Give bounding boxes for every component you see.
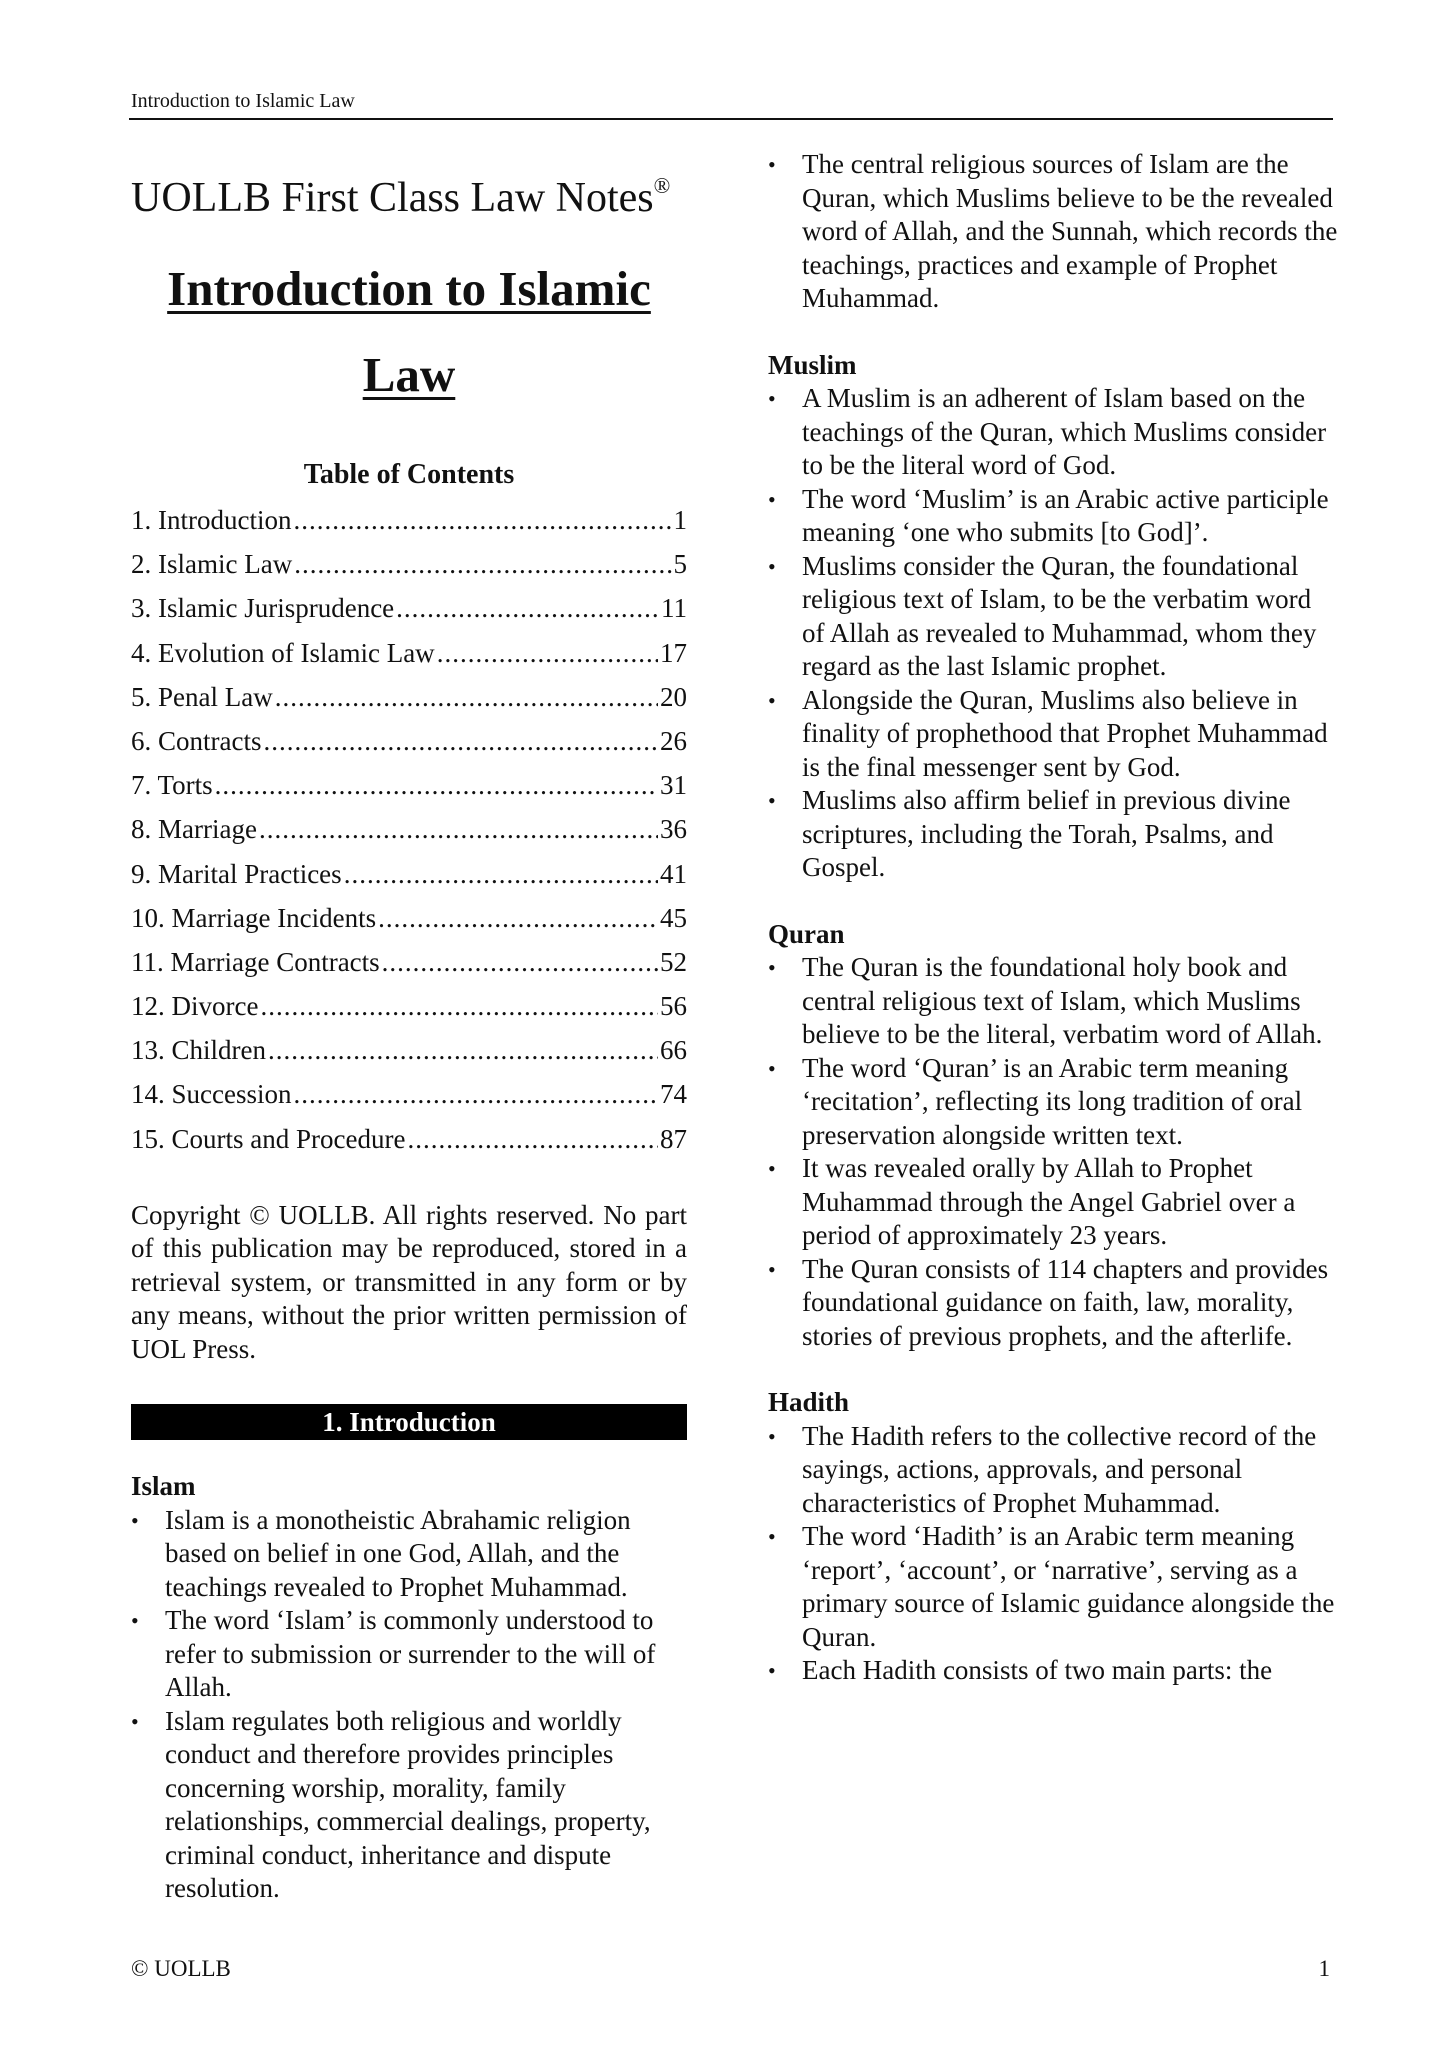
section-heading-bar: 1. Introduction	[131, 1404, 687, 1440]
bullet-list	[768, 1420, 1338, 1688]
bullet-list	[768, 148, 1338, 316]
toc-entry-page: 36	[660, 814, 687, 845]
table-of-contents	[131, 498, 687, 1161]
toc-leader-dots	[259, 807, 658, 851]
bullet-text: Each Hadith consists of two main parts: the	[802, 1655, 1273, 1685]
list-item	[768, 784, 1338, 885]
toc-entry-label: 1. Introduction	[131, 505, 292, 535]
bullet-list	[131, 1504, 691, 1906]
copyright-notice: Copyright © UOLLB. All rights reserved. No part of this publication may be reproduced, stored in a retrieval system, or transmitted in any form or by any means, without the prior written permission of UOL Press.	[131, 1199, 687, 1364]
toc-leader-dots	[263, 719, 658, 763]
list-item	[131, 1504, 691, 1605]
toc-entry-label: 9. Marital Practices	[131, 858, 342, 889]
toc-entry-label: 4. Evolution of Islamic Law	[131, 637, 435, 668]
toc-entry	[131, 763, 687, 807]
bullet-icon: •	[131, 1507, 139, 1533]
list-item	[768, 684, 1338, 785]
toc-leader-dots	[268, 1028, 658, 1072]
brand-title	[131, 168, 691, 228]
bullet-icon: •	[768, 1524, 776, 1549]
toc-leader-dots	[437, 631, 658, 675]
bullet-text: The Quran consists of 114 chapters and provides foundational guidance on faith, law, morality, stories of previous prophets, and the afterlife.	[802, 1253, 1329, 1351]
bullet-icon: •	[768, 955, 776, 980]
list-item	[768, 382, 1338, 483]
bullet-icon: •	[768, 1423, 776, 1449]
bullet-text: Alongside the Quran, Muslims also believe in finality of prophethood that Prophet Muhammad is the final messenger sent by God.	[802, 684, 1328, 782]
bullet-text: The word ‘Quran’ is an Arabic term meaning ‘recitation’, reflecting its long tradition of oral preservation alongside written text.	[802, 1052, 1303, 1150]
toc-entry-label: 3. Islamic Jurisprudence	[131, 593, 395, 624]
toc-entry	[131, 1117, 687, 1161]
header-rule	[129, 118, 1333, 120]
footer-copyright: © UOLLB	[131, 1956, 231, 1981]
toc-leader-dots	[275, 675, 658, 719]
toc-entry-page: 52	[660, 946, 687, 977]
toc-entry-page: 87	[660, 1123, 687, 1154]
topic-heading: Quran	[768, 918, 845, 949]
topic-heading: Muslim	[768, 349, 857, 380]
left-topics	[131, 1470, 691, 1906]
toc-entry-label: 7. Torts	[131, 770, 213, 801]
toc-leader-dots	[293, 498, 671, 542]
toc-entry	[131, 984, 687, 1028]
list-item	[768, 1520, 1338, 1654]
toc-leader-dots	[378, 896, 658, 940]
toc-entry-label: 6. Contracts	[131, 725, 262, 756]
bullet-icon: •	[768, 687, 776, 713]
toc-entry	[131, 675, 687, 719]
page-number: 1	[1318, 1956, 1330, 1981]
toc-leader-dots	[260, 984, 658, 1028]
toc-entry	[131, 498, 687, 542]
topic-heading: Hadith	[768, 1387, 850, 1417]
toc-entry-page: 5	[673, 549, 687, 580]
toc-entry-page: 20	[660, 681, 687, 712]
toc-entry	[131, 807, 687, 851]
bullet-text: Islam regulates both religious and worldly conduct and therefore provides principles concerning worship, morality, family relationships, commercial dealings, property, criminal conduct, inheritance and dispute resolution.	[165, 1705, 651, 1904]
bullet-icon: •	[768, 788, 776, 813]
toc-entry	[131, 1028, 687, 1072]
toc-entry	[131, 542, 687, 586]
toc-leader-dots	[215, 763, 658, 807]
bullet-icon: •	[768, 553, 776, 579]
topic-heading: Islam	[131, 1471, 196, 1502]
toc-leader-dots	[294, 542, 671, 586]
toc-entry-page: 41	[660, 858, 687, 889]
bullet-icon: •	[768, 1256, 776, 1282]
running-header: Introduction to Islamic Law	[131, 90, 355, 112]
left-column	[131, 150, 691, 1906]
list-item	[768, 1654, 1338, 1688]
bullet-text: A Muslim is an adherent of Islam based on the teachings of the Quran, which Muslims consider to be the literal word of God.	[802, 383, 1327, 480]
brand-name: UOLLB First Class Law Notes	[131, 175, 654, 221]
toc-entry-label: 10. Marriage Incidents	[131, 902, 377, 933]
bullet-list	[768, 382, 1338, 885]
bullet-text: Muslims also affirm belief in previous divine scriptures, including the Torah, Psalms, and Gospel.	[802, 785, 1291, 882]
bullet-icon: •	[131, 1708, 139, 1734]
toc-leader-dots	[344, 852, 658, 896]
toc-entry-label: 14. Succession	[131, 1079, 292, 1110]
bullet-text: The central religious sources of Islam are the Quran, which Muslims believe to be the revealed word of Allah, and the Sunnah, which records the teachings, practices and example of Prophet Muhammad.	[802, 149, 1338, 313]
right-column	[768, 148, 1338, 1688]
toc-entry	[131, 940, 687, 984]
toc-entry-page: 26	[660, 725, 687, 756]
bullet-text: Islam is a monotheistic Abrahamic religion based on belief in one God, Allah, and the teachings revealed to Prophet Muhammad.	[165, 1504, 631, 1602]
list-item	[768, 1420, 1338, 1521]
toc-entry-page: 1	[673, 505, 687, 535]
toc-leader-dots	[396, 586, 659, 630]
toc-entry-page: 17	[660, 637, 687, 668]
toc-entry-page: 56	[660, 991, 687, 1022]
bullet-text: Muslims consider the Quran, the foundational religious text of Islam, to be the verbatim word of Allah as revealed to Muhammad, whom they regard as the last Islamic prophet.	[802, 550, 1317, 681]
bullet-text: The Hadith refers to the collective record of the sayings, actions, approvals, and personal characteristics of Prophet Muhammad.	[802, 1420, 1317, 1518]
bullet-text: The word ‘Islam’ is commonly understood to refer to submission or surrender to the will of Allah.	[165, 1605, 656, 1703]
toc-entry-label: 11. Marriage Contracts	[131, 946, 380, 977]
toc-heading: Table of Contents	[303, 459, 515, 490]
bullet-icon: •	[768, 486, 776, 512]
toc-entry	[131, 631, 687, 675]
toc-entry-label: 2. Islamic Law	[131, 549, 293, 580]
toc-entry-label: 5. Penal Law	[131, 681, 273, 712]
bullet-text: It was revealed orally by Allah to Prophet Muhammad through the Angel Gabriel over a period of approximately 23 years.	[802, 1153, 1296, 1250]
toc-entry	[131, 896, 687, 940]
bullet-text: The word ‘Hadith’ is an Arabic term meaning ‘report’, ‘account’, or ‘narrative’, serving as a primary source of Islamic guidance alongside the Quran.	[802, 1521, 1335, 1652]
bullet-icon: •	[768, 1658, 776, 1683]
bullet-icon: •	[768, 1156, 776, 1181]
toc-entry-page: 45	[660, 902, 687, 933]
bullet-text: The word ‘Muslim’ is an Arabic active participle meaning ‘one who submits [to God]’.	[802, 483, 1329, 547]
registered-mark: ®	[653, 173, 671, 198]
list-item	[768, 1052, 1338, 1153]
toc-entry-page: 31	[660, 770, 687, 801]
document-title	[131, 246, 687, 418]
toc-entry-page: 74	[660, 1079, 687, 1110]
list-item	[131, 1705, 691, 1906]
toc-entry-label: 12. Divorce	[131, 991, 259, 1022]
list-item	[131, 1604, 691, 1705]
toc-leader-dots	[293, 1072, 658, 1116]
list-item	[768, 1253, 1338, 1354]
list-item	[768, 148, 1338, 316]
toc-entry-label: 13. Children	[131, 1035, 266, 1066]
toc-entry-page: 11	[661, 593, 687, 624]
title-line-2: Law	[362, 347, 456, 402]
toc-entry	[131, 1072, 687, 1116]
list-item	[768, 1152, 1338, 1253]
bullet-icon: •	[131, 1608, 139, 1634]
toc-entry-label: 15. Courts and Procedure	[131, 1123, 406, 1154]
bullet-icon: •	[768, 152, 776, 177]
list-item	[768, 483, 1338, 550]
toc-entry-page: 66	[660, 1035, 687, 1066]
toc-entry	[131, 719, 687, 763]
title-line-1: Introduction to Islamic	[167, 261, 651, 316]
bullet-icon: •	[768, 386, 776, 411]
toc-entry	[131, 586, 687, 630]
toc-leader-dots	[407, 1117, 658, 1161]
bullet-list	[768, 951, 1338, 1353]
list-item	[768, 951, 1338, 1052]
bullet-text: The Quran is the foundational holy book and central religious text of Islam, which Muslims believe to be the literal, verbatim word of Allah.	[802, 952, 1323, 1049]
toc-entry-label: 8. Marriage	[131, 814, 257, 845]
toc-entry	[131, 852, 687, 896]
bullet-icon: •	[768, 1055, 776, 1081]
list-item	[768, 550, 1338, 684]
toc-leader-dots	[382, 940, 658, 984]
